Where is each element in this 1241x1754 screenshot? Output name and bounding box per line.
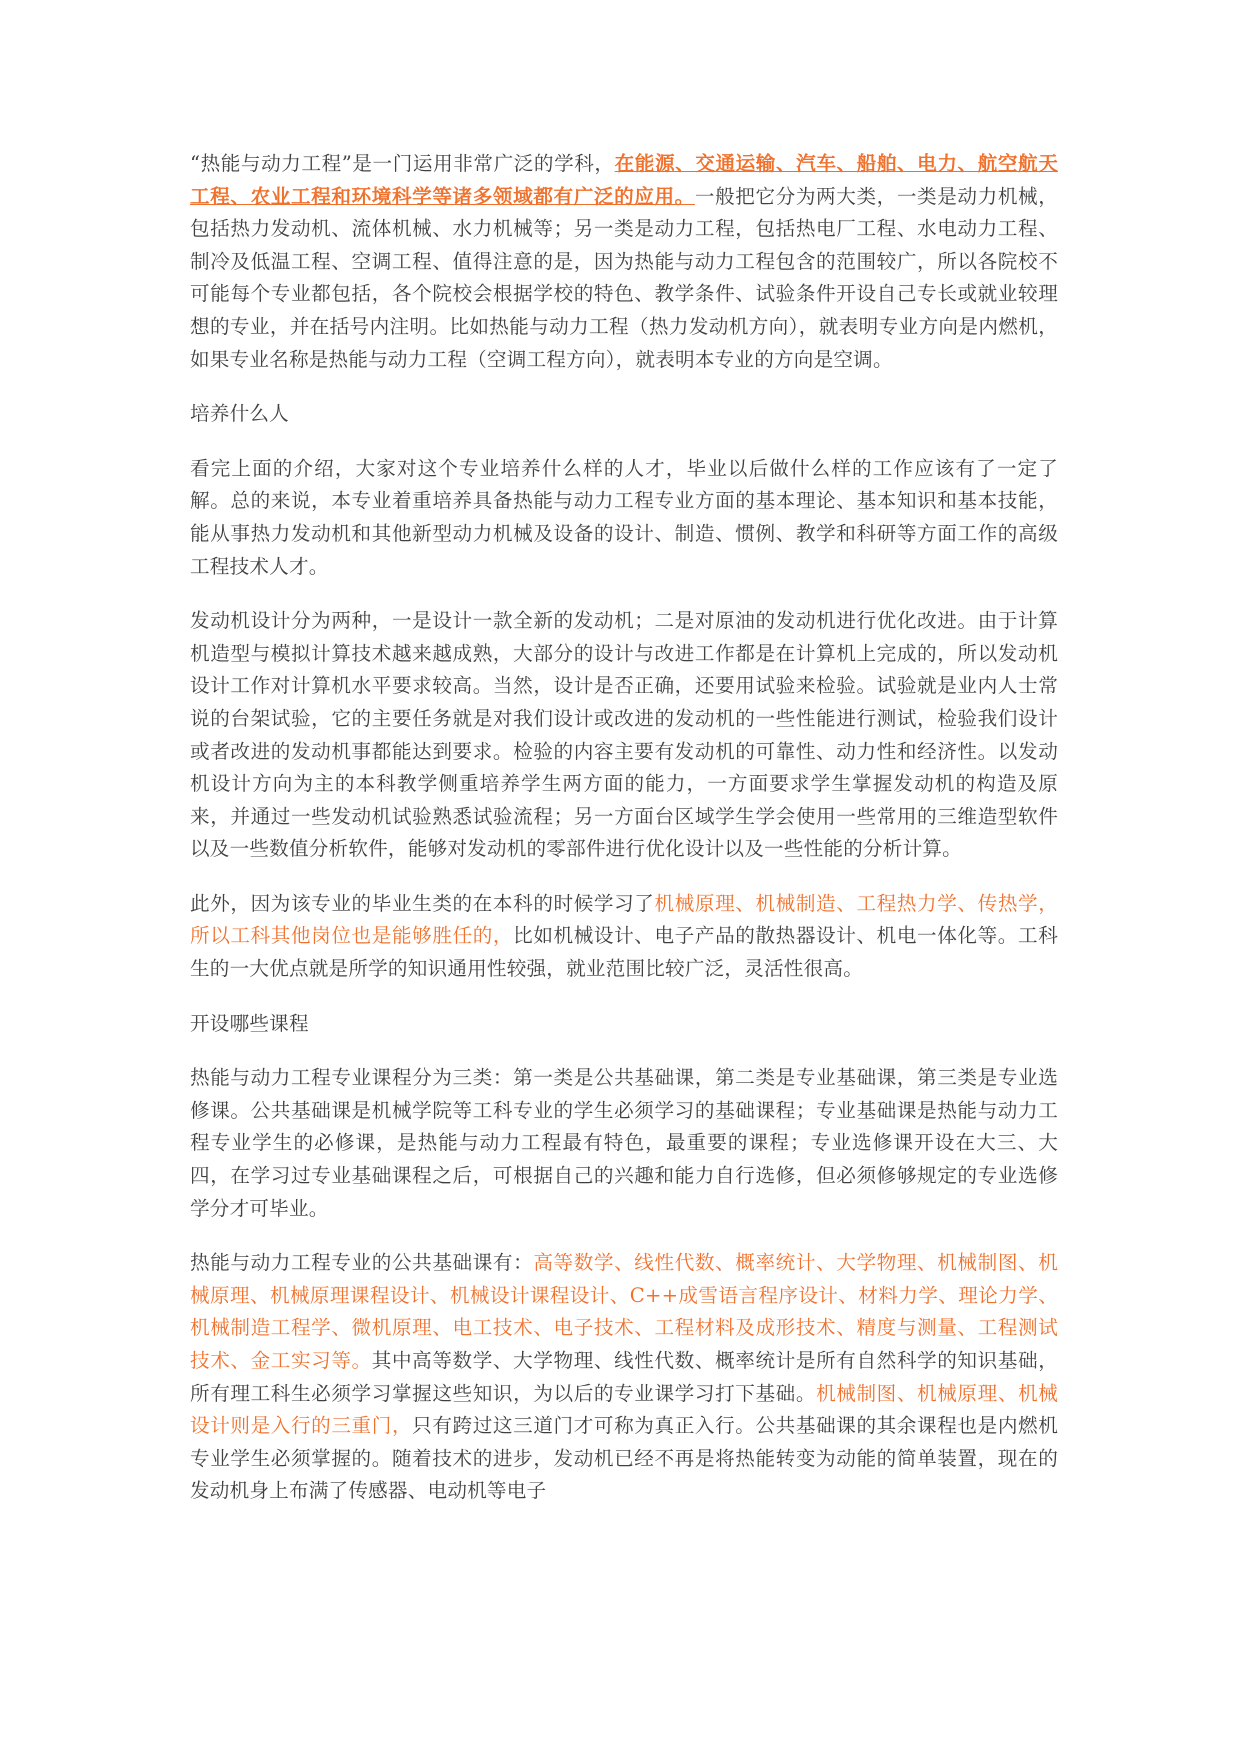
basic-courses-intro: 热能与动力工程专业的公共基础课有： (190, 1251, 534, 1275)
three-gates-highlight: 机械制图、机械原理、机械设计则是入行的三重门， (190, 1381, 1059, 1438)
intro-text: “热能与动力工程”是一门运用非常广泛的学科， (190, 152, 615, 175)
engine-design-paragraph: 发动机设计分为两种，一是设计一款全新的发动机；二是对原油的发动机进行优化改进。由于计算机造型与模拟计算技术越来越成熟，大部分的设计与改进工作都是在计算机上完成的，所以发动机设计工作对计算机水平要求较高。当然，设计是否正确，还要用试验来检验。试验就是业内人士常说的台架试验，它的主要任务就是对我们设计或改进的发动机的一些性能进行测试，检验我们设计或者改进的发动机事都能达到要求。检验的内容主要有发动机的可靠性、动力性和经济性。以发动机设计方向为主的本科教学侧重培养学生两方面的能力，一方面要求学生掌握发动机的构造及原来，并通过一些发动机试验熟悉试验流程；另一方面台区域学生学会使用一些常用的三维造型软件以及一些数值分析软件，能够对发动机的零部件进行优化设计以及一些性能的分析计算。 (190, 609, 1058, 861)
basic-courses-paragraph (190, 1247, 1058, 1508)
courses-highlight: 机械原理、机械制造、工程热力学、传热学，所以工科其他岗位也是能够胜任的， (190, 891, 1059, 948)
basic-courses-text-continued: 只有跨过这三道门才可称为真正入行。公共基础课的其余课程也是内燃机专业学生必须掌握的。随着技术的进步，发动机已经不再是将热能转变为动能的简单装置，现在的发动机身上布满了传感器、电动机等电子 (190, 1414, 1058, 1503)
document-page (190, 148, 1058, 1530)
intro-paragraph (190, 148, 1058, 376)
career-paragraph (190, 888, 1058, 986)
career-text-continued: 比如机械设计、电子产品的散热器设计、机电一体化等。工科生的一大优点就是所学的知识通用性较强，就业范围比较广泛，灵活性很高。 (190, 924, 1058, 981)
career-text: 此外，因为该专业的毕业生类的在本科的时候学习了 (190, 891, 655, 915)
application-fields-highlight: 在能源、交通运输、汽车、船舶、电力、航空航天工程、农业工程和环境科学等诸多领域都有广泛的应用。 (190, 152, 1058, 208)
intro-text-continued: 一般把它分为两大类，一类是动力机械，包括热力发动机、流体机械、水力机械等；另一类是动力工程，包括热电厂工程、水电动力工程、制冷及低温工程、空调工程、值得注意的是，因为热能与动力工程包含的范围较广，所以各院校不可能每个专业都包括，各个院校会根据学校的特色、教学条件、试验条件开设自己专长或就业较理想的专业，并在括号内注明。比如热能与动力工程（热力发动机方向），就表明专业方向是内燃机，如果专业名称是热能与动力工程（空调工程方向），就表明本专业的方向是空调。 (190, 184, 1059, 371)
section-heading-training: 培养什么人 (190, 402, 289, 426)
course-categories-paragraph: 热能与动力工程专业课程分为三类：第一类是公共基础课，第二类是专业基础课，第三类是专业选修课。公共基础课是机械学院等工科专业的学生必须学习的基础课程；专业基础课是热能与动力工程专业学生的必修课，是热能与动力工程最有特色，最重要的课程；专业选修课开设在大三、大四，在学习过专业基础课程之后，可根据自己的兴趣和能力自行选修，但必须修够规定的专业选修学分才可毕业。 (190, 1066, 1058, 1220)
section-heading-courses: 开设哪些课程 (190, 1011, 309, 1035)
training-paragraph: 看完上面的介绍，大家对这个专业培养什么样的人才，毕业以后做什么样的工作应该有了一定了解。总的来说，本专业着重培养具备热能与动力工程专业方面的基本理论、基本知识和基本技能，能从事热力发动机和其他新型动力机械及设备的设计、制造、惯例、教学和科研等方面工作的高级工程技术人才。 (190, 456, 1058, 578)
basic-courses-text: 其中高等数学、大学物理、线性代数、概率统计是所有自然科学的知识基础，所有理工科生必须学习掌握这些知识，为以后的专业课学习打下基础。 (190, 1349, 1058, 1405)
basic-courses-list-highlight: 高等数学、线性代数、概率统计、大学物理、机械制图、机械原理、机械原理课程设计、机械设计课程设计、C++成雪语言程序设计、材料力学、理论力学、机械制造工程学、微机原理、电工技术、电子技术、工程材料及成形技术、精度与测量、工程测试技术、金工实习等。 (190, 1251, 1059, 1372)
